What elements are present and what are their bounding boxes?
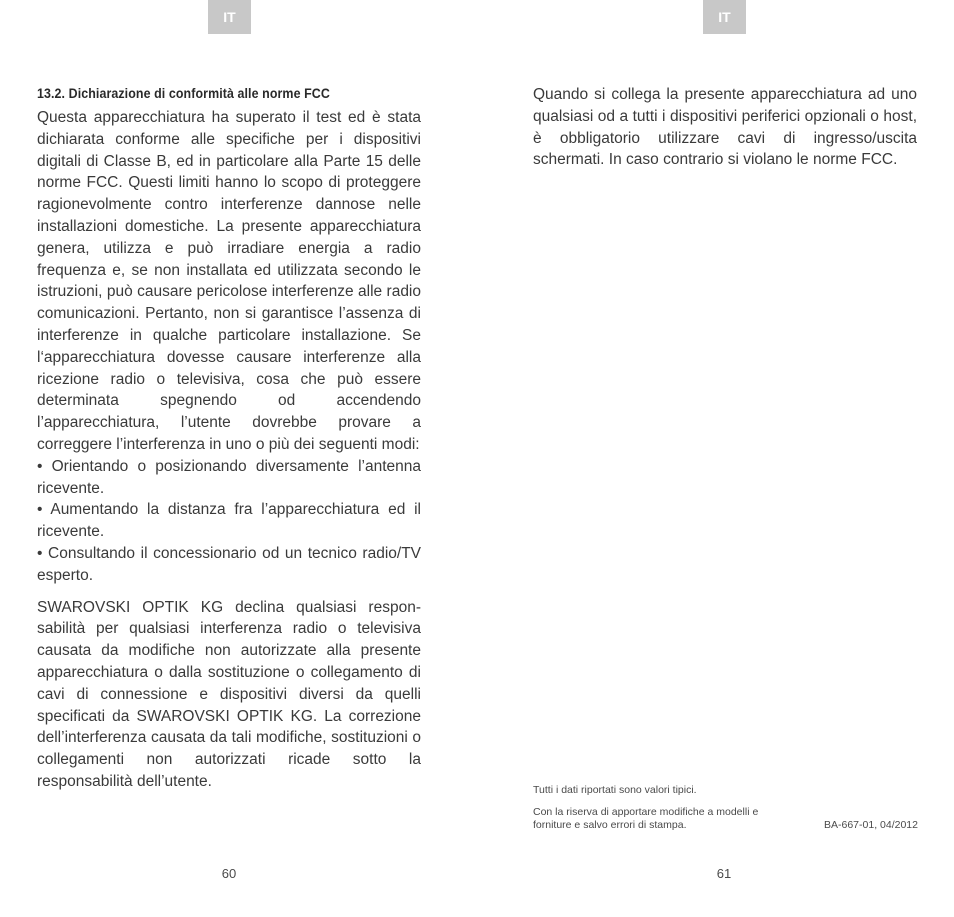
- left-page-content: [37, 84, 421, 793]
- language-tab-left: IT: [208, 0, 251, 34]
- fcc-paragraph-1: Questa apparecchiatura ha superato il test ed è stata dichiarata conforme alle specifiche per i dispositivi digitali di Classe B, ed in particolare alla Parte 15 delle norme FCC. Questi limiti hanno lo scopo di proteggere ragionevolmente contro interferenze dannose nelle installazioni domestiche. La presente apparecchiatura genera, utilizza e può irradiare energia a radio frequenza e, se non installata ed utilizzata secondo le istruzioni, può causare pericolose interferenze alle radio comunicazioni. Pertanto, non si garantisce l’assenza di interferenze in qualche particolare installazione. Se l‘apparecchiatura dovesse causare interferenze alla ricezione radio o televisiva, cosa che può essere determinata spegnendo od accendendo l’apparecchiatura, l’utente dovrebbe provare a correggere l’interferenza in uno o più dei seguenti modi:: [37, 109, 421, 453]
- list-item: • Orientando o posizionando diversamente l’antenna ricevente.: [37, 457, 421, 497]
- remedy-list: [37, 456, 421, 587]
- document-code: BA-667-01, 04/2012: [824, 819, 918, 831]
- page-number-left: 60: [221, 866, 237, 881]
- list-item: • Aumentando la distanza fra l’apparecchiatura ed il ricevente.: [37, 501, 421, 541]
- section-heading: 13.2. Dichiarazione di conformità alle norme FCC: [37, 86, 330, 101]
- typical-values-note: Tutti i dati riportati sono valori tipici.: [533, 784, 697, 796]
- shielded-cables-paragraph: Quando si collega la presente apparecchiatura ad uno qualsiasi od a tutti i dispositivi periferici opzionali o host, è obbligatorio utilizzare cavi di ingresso/uscita schermati. In caso contrario si violano le norme FCC.: [533, 86, 917, 169]
- list-item: • Consultando il concessionario od un tecnico radio/TV esperto.: [37, 544, 421, 584]
- language-tab-right: IT: [703, 0, 746, 34]
- page-number-right: 61: [716, 866, 732, 881]
- right-page-content: [533, 84, 917, 171]
- liability-paragraph: SWAROVSKI OPTIK KG declina qualsiasi responsabilità per qualsiasi interferenza radio o televisiva causata da modifiche non autorizzate alla presente apparecchiatura o dalla sostituzione o collegamento di cavi di connessione e dispositivi diversi da quelli specificati da SWAROVSKI OPTIK KG. La correzione dell’interferenza causata da tali modifiche, sostituzioni o collegamenti non autorizzati ricade sotto la responsabilità dell’utente.: [37, 598, 421, 790]
- reservation-note: Con la riserva di apportare modifiche a modelli e forniture e salvo errori di stampa.: [533, 806, 759, 831]
